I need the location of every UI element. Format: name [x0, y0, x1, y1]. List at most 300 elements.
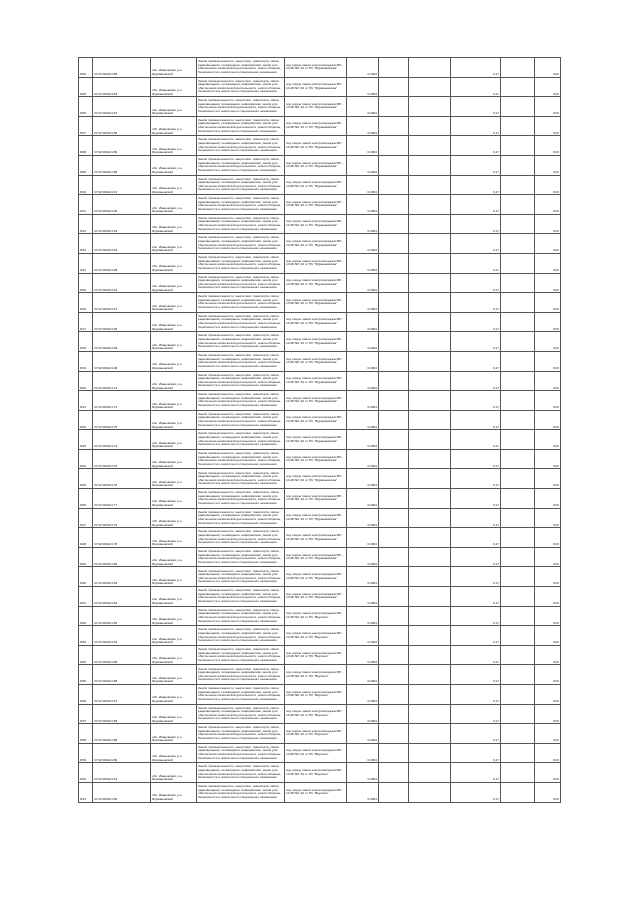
empty-cell — [409, 253, 451, 273]
land-category-cell: Земли промышленности, энергетики, транспорта, связи, радиовещания, телевидения, информатики, земли для обеспечения космической деятельности, земли обороны, безопасности и земли иного специального назначения — [197, 312, 285, 332]
area-value: 0,0004 — [347, 175, 379, 195]
table-row — [79, 77, 561, 97]
empty-cell — [501, 704, 535, 724]
amount-value: 0,06 — [535, 253, 561, 273]
amount-value: 0,06 — [535, 508, 561, 528]
area-value: 0,0004 — [347, 155, 379, 175]
rate-value: 0,17 — [451, 214, 501, 234]
address-cell: обл. Ивановская, р-н Фурмановский — [151, 234, 197, 254]
address-cell: обл. Ивановская, р-н Фурмановский — [151, 116, 197, 136]
empty-cell — [409, 528, 451, 548]
empty-cell — [501, 293, 535, 313]
usage-cell: под опоры линии электропередачи ВЛ - 10 кВ №7-10 от ПС "Ваулино" — [285, 685, 347, 705]
row-number: 8/32 — [79, 606, 93, 626]
table-row — [79, 293, 561, 313]
empty-cell — [379, 136, 409, 156]
address-cell: обл. Ивановская, р-н Фурмановский — [151, 312, 197, 332]
cadastral-number: 37:02:000221:91 — [93, 175, 151, 195]
empty-cell — [501, 724, 535, 744]
cadastral-number: 37:02:000221:77 — [93, 489, 151, 509]
empty-cell — [379, 234, 409, 254]
row-number: 8/37 — [79, 704, 93, 724]
amount-value: 0,06 — [535, 155, 561, 175]
address-cell: обл. Ивановская, р-н Фурмановский — [151, 214, 197, 234]
empty-cell — [501, 273, 535, 293]
area-value: 0,0004 — [347, 685, 379, 705]
amount-value: 0,06 — [535, 645, 561, 665]
empty-cell — [379, 58, 409, 78]
address-cell: обл. Ивановская, р-н Фурмановский — [151, 293, 197, 313]
cadastral-number: 37:02:000221:76 — [93, 449, 151, 469]
row-number: 8/26 — [79, 489, 93, 509]
empty-cell — [501, 77, 535, 97]
empty-cell — [409, 508, 451, 528]
area-value: 0,0004 — [347, 469, 379, 489]
empty-cell — [409, 155, 451, 175]
amount-value: 0,06 — [535, 567, 561, 587]
land-category-cell: Земли промышленности, энергетики, транспорта, связи, радиовещания, телевидения, информатики, земли для обеспечения космической деятельности, земли обороны, безопасности и земли иного специального назначения — [197, 665, 285, 685]
rate-value: 0,17 — [451, 351, 501, 371]
table-row — [79, 449, 561, 469]
amount-value: 0,06 — [535, 626, 561, 646]
area-value: 0,0004 — [347, 528, 379, 548]
cadastral-number: 37:02:000221:92 — [93, 234, 151, 254]
table-row — [79, 155, 561, 175]
row-number: 8/14 — [79, 253, 93, 273]
rate-value: 0,17 — [451, 685, 501, 705]
address-cell: обл. Ивановская, р-н Фурмановский — [151, 371, 197, 391]
rate-value: 0,17 — [451, 528, 501, 548]
row-number: 8/33 — [79, 626, 93, 646]
rate-value: 0,17 — [451, 391, 501, 411]
rate-value: 0,17 — [451, 587, 501, 607]
empty-cell — [379, 508, 409, 528]
row-number: 8/29 — [79, 547, 93, 567]
row-number: 8/27 — [79, 508, 93, 528]
usage-cell: под опоры линии электропередачи ВЛ - 10 кВ №7-10 от ПС "Фурмановская" — [285, 77, 347, 97]
usage-cell: под опоры линии электропередачи ВЛ - 10 кВ №7-10 от ПС "Фурмановская" — [285, 508, 347, 528]
row-number: 8/17 — [79, 312, 93, 332]
address-cell: обл. Ивановская, р-н Фурмановский — [151, 430, 197, 450]
empty-cell — [501, 175, 535, 195]
empty-cell — [409, 743, 451, 763]
empty-cell — [379, 391, 409, 411]
address-cell: обл. Ивановская, р-н Фурмановский — [151, 782, 197, 802]
rate-value: 0,17 — [451, 782, 501, 802]
usage-cell: под опоры линии электропередачи ВЛ - 10 кВ №7-10 от ПС "Фурмановская" — [285, 155, 347, 175]
table-row — [79, 587, 561, 607]
land-category-cell: Земли промышленности, энергетики, транспорта, связи, радиовещания, телевидения, информатики, земли для обеспечения космической деятельности, земли обороны, безопасности и земли иного специального назначения — [197, 410, 285, 430]
table-row — [79, 528, 561, 548]
empty-cell — [501, 587, 535, 607]
empty-cell — [379, 665, 409, 685]
rate-value: 0,17 — [451, 332, 501, 352]
row-number: 8/15 — [79, 273, 93, 293]
empty-cell — [501, 351, 535, 371]
usage-cell: под опоры линии электропередачи ВЛ - 10 кВ №7-10 от ПС "Фурмановская" — [285, 273, 347, 293]
row-number: 8/25 — [79, 469, 93, 489]
table-row — [79, 273, 561, 293]
rate-value: 0,17 — [451, 724, 501, 744]
rate-value: 0,17 — [451, 273, 501, 293]
usage-cell: под опоры линии электропередачи ВЛ - 10 кВ №7-10 от ПС "Фурмановская" — [285, 312, 347, 332]
cadastral-number: 37:02:000221:87 — [93, 97, 151, 117]
amount-value: 0,06 — [535, 724, 561, 744]
rate-value: 0,17 — [451, 234, 501, 254]
amount-value: 0,06 — [535, 391, 561, 411]
land-category-cell: Земли промышленности, энергетики, транспорта, связи, радиовещания, телевидения, информатики, земли для обеспечения космической деятельности, земли обороны, безопасности и земли иного специального назначения — [197, 782, 285, 802]
cadastral-number: 37:02:000221:89 — [93, 743, 151, 763]
empty-cell — [501, 214, 535, 234]
row-number: 8/04 — [79, 58, 93, 78]
empty-cell — [409, 626, 451, 646]
cadastral-number: 37:02:000221:89 — [93, 136, 151, 156]
amount-value: 0,06 — [535, 214, 561, 234]
amount-value: 0,06 — [535, 77, 561, 97]
empty-cell — [379, 626, 409, 646]
empty-cell — [409, 97, 451, 117]
land-category-cell: Земли промышленности, энергетики, транспорта, связи, радиовещания, телевидения, информатики, земли для обеспечения космической деятельности, земли обороны, безопасности и земли иного специального назначения — [197, 606, 285, 626]
table-row — [79, 136, 561, 156]
row-number: 8/30 — [79, 567, 93, 587]
empty-cell — [379, 724, 409, 744]
amount-value: 0,06 — [535, 293, 561, 313]
rate-value: 0,17 — [451, 371, 501, 391]
area-value: 0,0004 — [347, 606, 379, 626]
row-number: 8/28 — [79, 528, 93, 548]
table-row — [79, 645, 561, 665]
usage-cell: под опоры линии электропередачи ВЛ - 10 кВ №7-10 от ПС "Фурмановская" — [285, 430, 347, 450]
empty-cell — [409, 489, 451, 509]
address-cell: обл. Ивановская, р-н Фурмановский — [151, 763, 197, 783]
usage-cell: под опоры линии электропередачи ВЛ - 10 кВ №7-10 от ПС "Ваулино" — [285, 763, 347, 783]
cadastral-number: 37:02:000221:91 — [93, 763, 151, 783]
land-category-cell: Земли промышленности, энергетики, транспорта, связи, радиовещания, телевидения, информатики, земли для обеспечения космической деятельности, земли обороны, безопасности и земли иного специального назначения — [197, 489, 285, 509]
row-number: 8/36 — [79, 685, 93, 705]
rate-value: 0,17 — [451, 116, 501, 136]
usage-cell: под опоры линии электропередачи ВЛ - 10 кВ №7-10 от ПС "Фурмановская" — [285, 587, 347, 607]
empty-cell — [501, 136, 535, 156]
address-cell: обл. Ивановская, р-н Фурмановский — [151, 253, 197, 273]
rate-value: 0,17 — [451, 195, 501, 215]
land-category-cell: Земли промышленности, энергетики, транспорта, связи, радиовещания, телевидения, информатики, земли для обеспечения космической деятельности, земли обороны, безопасности и земли иного специального назначения — [197, 587, 285, 607]
area-value: 0,0004 — [347, 234, 379, 254]
usage-cell: под опоры линии электропередачи ВЛ - 10 кВ №7-10 от ПС "Фурмановская" — [285, 234, 347, 254]
usage-cell: под опоры линии электропередачи ВЛ - 10 кВ №7-10 от ПС "Фурмановская" — [285, 97, 347, 117]
area-value: 0,0004 — [347, 449, 379, 469]
land-category-cell: Земли промышленности, энергетики, транспорта, связи, радиовещания, телевидения, информатики, земли для обеспечения космической деятельности, земли обороны, безопасности и земли иного специального назначения — [197, 97, 285, 117]
empty-cell — [409, 371, 451, 391]
row-number: 8/08 — [79, 136, 93, 156]
amount-value: 0,06 — [535, 116, 561, 136]
empty-cell — [409, 293, 451, 313]
amount-value: 0,06 — [535, 665, 561, 685]
empty-cell — [409, 645, 451, 665]
area-value: 0,0004 — [347, 587, 379, 607]
address-cell: обл. Ивановская, р-н Фурмановский — [151, 77, 197, 97]
empty-cell — [379, 77, 409, 97]
row-number: 8/07 — [79, 116, 93, 136]
row-number: 8/16 — [79, 293, 93, 313]
usage-cell: под опоры линии электропередачи ВЛ - 10 кВ №7-10 от ПС "Ваулино" — [285, 704, 347, 724]
rate-value: 0,17 — [451, 175, 501, 195]
cadastral-number: 37:02:000221:94 — [93, 273, 151, 293]
cadastral-number: 37:02:000221:93 — [93, 214, 151, 234]
table-row — [79, 489, 561, 509]
rate-value: 0,17 — [451, 704, 501, 724]
empty-cell — [409, 410, 451, 430]
address-cell: обл. Ивановская, р-н Фурмановский — [151, 195, 197, 215]
empty-cell — [501, 469, 535, 489]
amount-value: 0,06 — [535, 606, 561, 626]
rate-value: 0,17 — [451, 136, 501, 156]
usage-cell: под опоры линии электропередачи ВЛ - 10 кВ №7-10 от ПС "Фурмановская" — [285, 489, 347, 509]
area-value: 0,0004 — [347, 253, 379, 273]
row-number: 8/13 — [79, 234, 93, 254]
rate-value: 0,17 — [451, 410, 501, 430]
table-row — [79, 214, 561, 234]
amount-value: 0,06 — [535, 587, 561, 607]
address-cell: обл. Ивановская, р-н Фурмановский — [151, 449, 197, 469]
empty-cell — [409, 547, 451, 567]
usage-cell: под опоры линии электропередачи ВЛ - 10 кВ №7-10 от ПС "Ваулино" — [285, 626, 347, 646]
land-category-cell: Земли промышленности, энергетики, транспорта, связи, радиовещания, телевидения, информатики, земли для обеспечения космической деятельности, земли обороны, безопасности и земли иного специального назначения — [197, 645, 285, 665]
table-row — [79, 508, 561, 528]
cadastral-number: 37:02:000221:85 — [93, 606, 151, 626]
rate-value: 0,17 — [451, 253, 501, 273]
empty-cell — [379, 410, 409, 430]
rate-value: 0,17 — [451, 430, 501, 450]
empty-cell — [379, 489, 409, 509]
land-category-cell: Земли промышленности, энергетики, транспорта, связи, радиовещания, телевидения, информатики, земли для обеспечения космической деятельности, земли обороны, безопасности и земли иного специального назначения — [197, 195, 285, 215]
empty-cell — [501, 253, 535, 273]
row-number: 8/41 — [79, 782, 93, 802]
cadastral-number: 37:02:000221:88 — [93, 665, 151, 685]
address-cell: обл. Ивановская, р-н Фурмановский — [151, 704, 197, 724]
empty-cell — [379, 312, 409, 332]
empty-cell — [501, 508, 535, 528]
table-row — [79, 763, 561, 783]
area-value: 0,0004 — [347, 645, 379, 665]
address-cell: обл. Ивановская, р-н Фурмановский — [151, 175, 197, 195]
table-row — [79, 665, 561, 685]
amount-value: 0,06 — [535, 273, 561, 293]
row-number: 8/19 — [79, 351, 93, 371]
usage-cell: под опоры линии электропередачи ВЛ - 10 кВ №7-10 от ПС "Фурмановская" — [285, 410, 347, 430]
area-value: 0,0004 — [347, 547, 379, 567]
address-cell: обл. Ивановская, р-н Фурмановский — [151, 489, 197, 509]
cadastral-number: 37:02:000221:86 — [93, 116, 151, 136]
land-category-cell: Земли промышленности, энергетики, транспорта, связи, радиовещания, телевидения, информатики, земли для обеспечения космической деятельности, земли обороны, безопасности и земли иного специального назначения — [197, 469, 285, 489]
rate-value: 0,17 — [451, 743, 501, 763]
area-value: 0,0004 — [347, 665, 379, 685]
empty-cell — [379, 195, 409, 215]
land-category-cell: Земли промышленности, энергетики, транспорта, связи, радиовещания, телевидения, информатики, земли для обеспечения космической деятельности, земли обороны, безопасности и земли иного специального назначения — [197, 214, 285, 234]
address-cell: обл. Ивановская, р-н Фурмановский — [151, 626, 197, 646]
land-category-cell: Земли промышленности, энергетики, транспорта, связи, радиовещания, телевидения, информатики, земли для обеспечения космической деятельности, земли обороны, безопасности и земли иного специального назначения — [197, 234, 285, 254]
land-category-cell: Земли промышленности, энергетики, транспорта, связи, радиовещания, телевидения, информатики, земли для обеспечения космической деятельности, земли обороны, безопасности и земли иного специального назначения — [197, 449, 285, 469]
rate-value: 0,17 — [451, 77, 501, 97]
amount-value: 0,06 — [535, 410, 561, 430]
rate-value: 0,17 — [451, 626, 501, 646]
table-row — [79, 253, 561, 273]
empty-cell — [379, 273, 409, 293]
empty-cell — [409, 587, 451, 607]
area-value: 0,0004 — [347, 214, 379, 234]
empty-cell — [409, 214, 451, 234]
usage-cell: под опоры линии электропередачи ВЛ - 10 кВ №7-10 от ПС "Фурмановская" — [285, 528, 347, 548]
rate-value: 0,17 — [451, 293, 501, 313]
address-cell: обл. Ивановская, р-н Фурмановский — [151, 136, 197, 156]
table-row — [79, 371, 561, 391]
empty-cell — [409, 351, 451, 371]
address-cell: обл. Ивановская, р-н Фурмановский — [151, 547, 197, 567]
rate-value: 0,17 — [451, 312, 501, 332]
area-value: 0,0004 — [347, 743, 379, 763]
empty-cell — [501, 547, 535, 567]
empty-cell — [379, 332, 409, 352]
usage-cell: под опоры линии электропередачи ВЛ - 10 кВ №7-10 от ПС "Фурмановская" — [285, 58, 347, 78]
row-number: 8/38 — [79, 724, 93, 744]
empty-cell — [501, 782, 535, 802]
empty-cell — [409, 175, 451, 195]
empty-cell — [409, 273, 451, 293]
cadastral-number: 37:02:000221:90 — [93, 195, 151, 215]
empty-cell — [409, 763, 451, 783]
area-value: 0,0004 — [347, 97, 379, 117]
row-number: 8/23 — [79, 430, 93, 450]
usage-cell: под опоры линии электропередачи ВЛ - 10 кВ №7-10 от ПС "Фурмановская" — [285, 195, 347, 215]
empty-cell — [379, 371, 409, 391]
empty-cell — [501, 489, 535, 509]
area-value: 0,0004 — [347, 273, 379, 293]
address-cell: обл. Ивановская, р-н Фурмановский — [151, 469, 197, 489]
amount-value: 0,06 — [535, 685, 561, 705]
amount-value: 0,06 — [535, 528, 561, 548]
area-value: 0,0004 — [347, 724, 379, 744]
land-category-cell: Земли промышленности, энергетики, транспорта, связи, радиовещания, телевидения, информатики, земли для обеспечения космической деятельности, земли обороны, безопасности и земли иного специального назначения — [197, 704, 285, 724]
empty-cell — [501, 332, 535, 352]
address-cell: обл. Ивановская, р-н Фурмановский — [151, 685, 197, 705]
empty-cell — [379, 293, 409, 313]
table-row — [79, 410, 561, 430]
usage-cell: под опоры линии электропередачи ВЛ - 10 кВ №7-10 от ПС "Фурмановская" — [285, 547, 347, 567]
land-category-cell: Земли промышленности, энергетики, транспорта, связи, радиовещания, телевидения, информатики, земли для обеспечения космической деятельности, земли обороны, безопасности и земли иного специального назначения — [197, 155, 285, 175]
usage-cell: под опоры линии электропередачи ВЛ - 10 кВ №7-10 от ПС "Фурмановская" — [285, 469, 347, 489]
table-row — [79, 743, 561, 763]
land-category-cell: Земли промышленности, энергетики, транспорта, связи, радиовещания, телевидения, информатики, земли для обеспечения космической деятельности, земли обороны, безопасности и земли иного специального назначения — [197, 77, 285, 97]
row-number: 8/20 — [79, 371, 93, 391]
empty-cell — [379, 528, 409, 548]
cadastral-number: 37:02:000221:95 — [93, 253, 151, 273]
row-number: 8/12 — [79, 214, 93, 234]
cadastral-number: 37:02:000221:80 — [93, 547, 151, 567]
usage-cell: под опоры линии электропередачи ВЛ - 10 кВ №7-10 от ПС "Ваулино" — [285, 645, 347, 665]
row-number: 8/09 — [79, 155, 93, 175]
amount-value: 0,06 — [535, 743, 561, 763]
usage-cell: под опоры линии электропередачи ВЛ - 10 кВ №7-10 от ПС "Фурмановская" — [285, 371, 347, 391]
empty-cell — [409, 391, 451, 411]
land-category-cell: Земли промышленности, энергетики, транспорта, связи, радиовещания, телевидения, информатики, земли для обеспечения космической деятельности, земли обороны, безопасности и земли иного специального назначения — [197, 273, 285, 293]
empty-cell — [501, 763, 535, 783]
address-cell: обл. Ивановская, р-н Фурмановский — [151, 332, 197, 352]
row-number: 8/05 — [79, 77, 93, 97]
table-row — [79, 782, 561, 802]
amount-value: 0,06 — [535, 234, 561, 254]
empty-cell — [501, 430, 535, 450]
land-category-cell: Земли промышленности, энергетики, транспорта, связи, радиовещания, телевидения, информатики, земли для обеспечения космической деятельности, земли обороны, безопасности и земли иного специального назначения — [197, 58, 285, 78]
empty-cell — [501, 58, 535, 78]
amount-value: 0,06 — [535, 175, 561, 195]
area-value: 0,0004 — [347, 508, 379, 528]
empty-cell — [379, 430, 409, 450]
address-cell: обл. Ивановская, р-н Фурмановский — [151, 665, 197, 685]
table-row — [79, 332, 561, 352]
amount-value: 0,06 — [535, 136, 561, 156]
table-row — [79, 116, 561, 136]
table-row — [79, 312, 561, 332]
amount-value: 0,06 — [535, 782, 561, 802]
address-cell: обл. Ивановская, р-н Фурмановский — [151, 508, 197, 528]
cadastral-number: 37:02:000221:89 — [93, 704, 151, 724]
land-category-cell: Земли промышленности, энергетики, транспорта, связи, радиовещания, телевидения, информатики, земли для обеспечения космической деятельности, земли обороны, безопасности и земли иного специального назначения — [197, 547, 285, 567]
empty-cell — [409, 724, 451, 744]
document-sheet — [78, 57, 560, 803]
empty-cell — [409, 195, 451, 215]
empty-cell — [379, 351, 409, 371]
empty-cell — [409, 234, 451, 254]
area-value: 0,0004 — [347, 430, 379, 450]
amount-value: 0,06 — [535, 449, 561, 469]
rate-value: 0,17 — [451, 547, 501, 567]
empty-cell — [409, 58, 451, 78]
area-value: 0,0004 — [347, 332, 379, 352]
land-category-cell: Земли промышленности, энергетики, транспорта, связи, радиовещания, телевидения, информатики, земли для обеспечения космической деятельности, земли обороны, безопасности и земли иного специального назначения — [197, 567, 285, 587]
usage-cell: под опоры линии электропередачи ВЛ - 10 кВ №7-10 от ПС "Ваулино" — [285, 665, 347, 685]
address-cell: обл. Ивановская, р-н Фурмановский — [151, 645, 197, 665]
usage-cell: под опоры линии электропередачи ВЛ - 10 кВ №7-10 от ПС "Фурмановская" — [285, 567, 347, 587]
usage-cell: под опоры линии электропередачи ВЛ - 10 кВ №7-10 от ПС "Ваулино" — [285, 743, 347, 763]
cadastral-number: 37:02:000221:87 — [93, 685, 151, 705]
empty-cell — [379, 763, 409, 783]
area-value: 0,0004 — [347, 567, 379, 587]
address-cell: обл. Ивановская, р-н Фурмановский — [151, 567, 197, 587]
table-row — [79, 704, 561, 724]
empty-cell — [409, 685, 451, 705]
land-category-cell: Земли промышленности, энергетики, транспорта, связи, радиовещания, телевидения, информатики, земли для обеспечения космической деятельности, земли обороны, безопасности и земли иного специального назначения — [197, 253, 285, 273]
table-row — [79, 175, 561, 195]
table-row — [79, 58, 561, 78]
row-number: 8/18 — [79, 332, 93, 352]
cadastral-number: 37:02:000221:72 — [93, 391, 151, 411]
land-category-cell: Земли промышленности, энергетики, транспорта, связи, радиовещания, телевидения, информатики, земли для обеспечения космической деятельности, земли обороны, безопасности и земли иного специального назначения — [197, 743, 285, 763]
empty-cell — [409, 312, 451, 332]
land-category-cell: Земли промышленности, энергетики, транспорта, связи, радиовещания, телевидения, информатики, земли для обеспечения космической деятельности, земли обороны, безопасности и земли иного специального назначения — [197, 293, 285, 313]
empty-cell — [379, 449, 409, 469]
area-value: 0,0004 — [347, 293, 379, 313]
cadastral-number: 37:02:000221:84 — [93, 626, 151, 646]
row-number: 8/06 — [79, 97, 93, 117]
land-category-cell: Земли промышленности, энергетики, транспорта, связи, радиовещания, телевидения, информатики, земли для обеспечения космической деятельности, земли обороны, безопасности и земли иного специального назначения — [197, 626, 285, 646]
area-value: 0,0004 — [347, 77, 379, 97]
cadastral-number: 37:02:000221:79 — [93, 508, 151, 528]
area-value: 0,0004 — [347, 489, 379, 509]
area-value: 0,0004 — [347, 136, 379, 156]
cadastral-number: 37:02:000221:82 — [93, 587, 151, 607]
row-number: 8/35 — [79, 665, 93, 685]
cadastral-number: 37:02:000221:99 — [93, 332, 151, 352]
cadastral-number: 37:02:000221:84 — [93, 77, 151, 97]
